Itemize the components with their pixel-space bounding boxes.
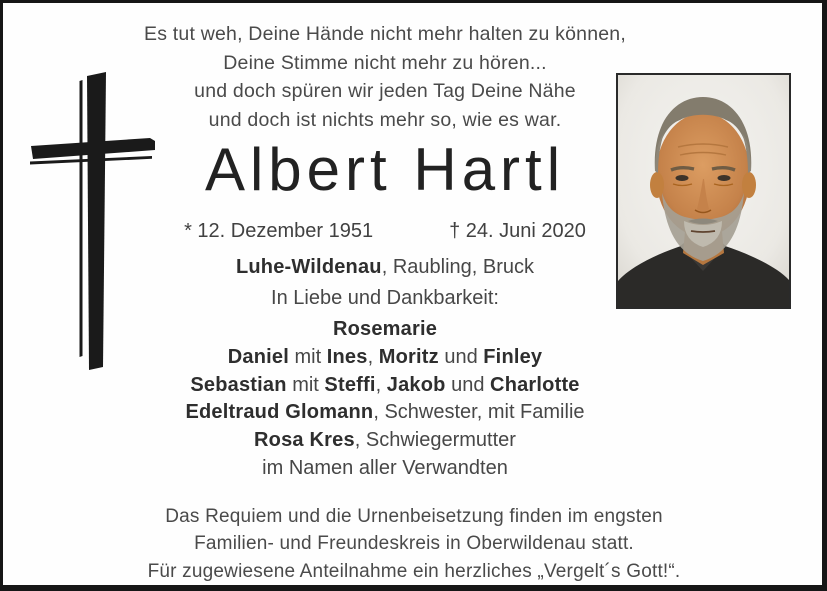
deceased-name: Albert Hartl — [204, 136, 566, 203]
mourner-line: Daniel mit Ines, Moritz und Finley — [227, 345, 543, 368]
places-rest: , Raubling, Bruck — [381, 256, 535, 278]
mourner-line: Sebastian mit Steffi, Jakob und Charlotte — [190, 373, 580, 396]
portrait-image — [618, 75, 789, 307]
dedication-line: In Liebe und Dankbarkeit: — [271, 287, 499, 309]
mourners-list — [3, 316, 767, 483]
funeral-notice — [6, 503, 822, 585]
mourner-line: Edeltraud Glomann, Schwester, mit Familie — [185, 401, 585, 424]
notice-line: Familien- und Freundeskreis in Oberwildenau statt. — [194, 533, 634, 555]
poem-line: Deine Stimme nicht mehr zu hören... — [223, 51, 547, 74]
mourner-line: im Namen aller Verwandten — [262, 456, 508, 479]
poem-line: Es tut weh, Deine Hände nicht mehr halten zu können, — [144, 23, 626, 45]
poem-line: und doch ist nichts mehr so, wie es war. — [208, 108, 562, 131]
place-primary: Luhe-Wildenau — [235, 256, 382, 278]
mourner-line: Rosemarie — [332, 318, 438, 340]
birth-date: * 12. Dezember 1951 — [184, 220, 374, 242]
notice-line: Für zugewiesene Anteilnahme ein herzliches „Vergelt´s Gott!“. — [147, 560, 681, 582]
death-date: † 24. Juni 2020 — [449, 220, 586, 242]
notice-line: Das Requiem und die Urnenbeisetzung finden im engsten — [165, 506, 663, 527]
mourner-line: Rosa Kres, Schwiegermutter — [254, 429, 516, 452]
poem-line: und doch spüren wir jeden Tag Deine Nähe — [194, 80, 576, 103]
portrait-photo — [616, 73, 791, 309]
